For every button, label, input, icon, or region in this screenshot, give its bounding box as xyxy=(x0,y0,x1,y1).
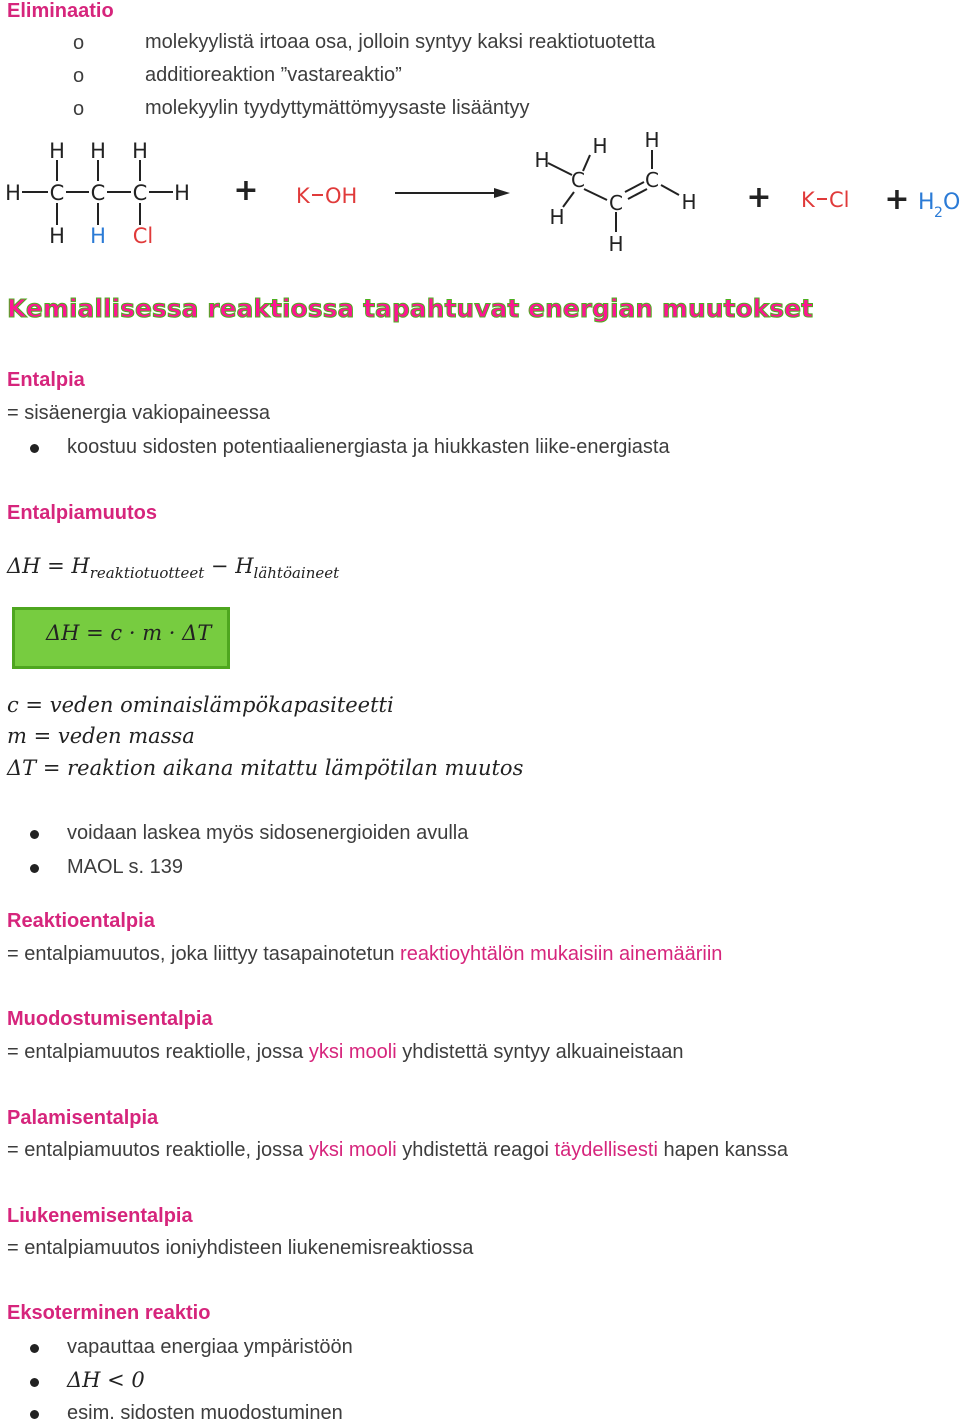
enthalpy-heading: Entalpia xyxy=(7,369,85,391)
atom-k: K xyxy=(801,188,815,212)
atom-c: C xyxy=(609,191,623,215)
bullet-dot xyxy=(30,1344,39,1353)
enthalpy-change-heading: Entalpiamuutos xyxy=(7,502,158,524)
elimination-heading: Eliminaatio xyxy=(7,0,114,22)
list-item: ΔH < 0 xyxy=(67,1368,145,1392)
plus-sign: + xyxy=(746,180,772,215)
atom-c: C xyxy=(571,168,585,192)
list-item: molekyylistä irtoaa osa, jolloin syntyy kaksi reaktiotuotetta xyxy=(145,31,656,53)
list-item: additioreaktion ”vastareaktio” xyxy=(145,64,402,86)
atom-c: C xyxy=(90,181,106,205)
exothermic-heading: Eksoterminen reaktio xyxy=(7,1302,211,1324)
atom-k: K xyxy=(296,184,310,208)
heat-formula: ΔH = c · m · ΔT xyxy=(46,621,212,645)
atom-c: C xyxy=(132,181,148,205)
atom-h: H xyxy=(644,128,660,152)
atom-h: H xyxy=(90,224,106,248)
plus-sign: + xyxy=(233,173,259,208)
atom-h: H xyxy=(90,139,106,163)
section-title: Kemiallisessa reaktiossa tapahtuvat energian muutokset xyxy=(7,294,814,323)
atom-h: H xyxy=(681,190,697,214)
atom-h: H xyxy=(5,181,21,205)
plus-sign: + xyxy=(884,182,910,217)
atom-h: H xyxy=(49,139,65,163)
formation-enthalpy-definition: = entalpiamuutos reaktiolle, jossa yksi mooli yhdistettä syntyy alkuaineistaan xyxy=(7,1041,684,1063)
list-marker: o xyxy=(73,32,85,54)
list-item: koostuu sidosten potentiaalienergiasta ja hiukkasten liike-energiasta xyxy=(67,436,670,458)
list-item: MAOL s. 139 xyxy=(67,856,183,878)
subscript-two: 2 xyxy=(934,205,943,221)
atom-c: C xyxy=(645,168,659,192)
definition-dt: ΔT = reaktion aikana mitattu lämpötilan muutos xyxy=(7,756,524,780)
hydroxide-oh: OH xyxy=(325,184,358,208)
combustion-enthalpy-heading: Palamisentalpia xyxy=(7,1107,159,1129)
dissolution-enthalpy-heading: Liukenemisentalpia xyxy=(7,1205,193,1227)
dissolution-enthalpy-definition: = entalpiamuutos ioniyhdisteen liukenemisreaktiossa xyxy=(7,1237,474,1259)
atom-h: H xyxy=(549,205,565,229)
atom-h: H xyxy=(174,181,190,205)
atom-h: H xyxy=(132,139,148,163)
elimination-reaction-diagram xyxy=(0,125,960,260)
atom-h: H xyxy=(608,232,624,256)
list-marker: o xyxy=(73,98,85,120)
atom-cl: Cl xyxy=(829,188,850,212)
definition-c: c = veden ominaislämpökapasiteetti xyxy=(7,693,394,717)
atom-o: O xyxy=(943,190,960,215)
atom-c: C xyxy=(49,181,65,205)
enthalpy-change-formula: $\Delta H = H_{reaktiotuotteet} - H_{lähtöaineet}$ xyxy=(7,554,340,583)
list-item: molekyylin tyydyttymättömyysaste lisääntyy xyxy=(145,97,530,119)
list-item: vapauttaa energiaa ympäristöön xyxy=(67,1336,353,1358)
definition-m: m = veden massa xyxy=(7,724,195,748)
reaction-arrow xyxy=(395,188,510,198)
list-item: esim. sidosten muodostuminen xyxy=(67,1402,343,1424)
reaction-enthalpy-heading: Reaktioentalpia xyxy=(7,910,155,932)
bullet-dot xyxy=(30,1378,39,1387)
list-item: voidaan laskea myös sidosenergioiden avulla xyxy=(67,822,469,844)
bullet-dot xyxy=(30,1410,39,1419)
bullet-dot xyxy=(30,864,39,873)
formation-enthalpy-heading: Muodostumisentalpia xyxy=(7,1008,213,1030)
atom-cl: Cl xyxy=(132,224,154,248)
list-marker: o xyxy=(73,65,85,87)
atom-h: H xyxy=(592,134,608,158)
bullet-dot xyxy=(30,444,39,453)
atom-h: H xyxy=(49,224,65,248)
bullet-dot xyxy=(30,830,39,839)
atom-h: H xyxy=(918,190,935,215)
reaction-enthalpy-definition: = entalpiamuutos, joka liittyy tasapainotetun reaktioyhtälön mukaisiin ainemääriin xyxy=(7,943,723,965)
combustion-enthalpy-definition: = entalpiamuutos reaktiolle, jossa yksi mooli yhdistettä reagoi täydellisesti hapen kanssa xyxy=(7,1139,789,1161)
enthalpy-definition: = sisäenergia vakiopaineessa xyxy=(7,402,270,424)
atom-h: H xyxy=(534,148,550,172)
